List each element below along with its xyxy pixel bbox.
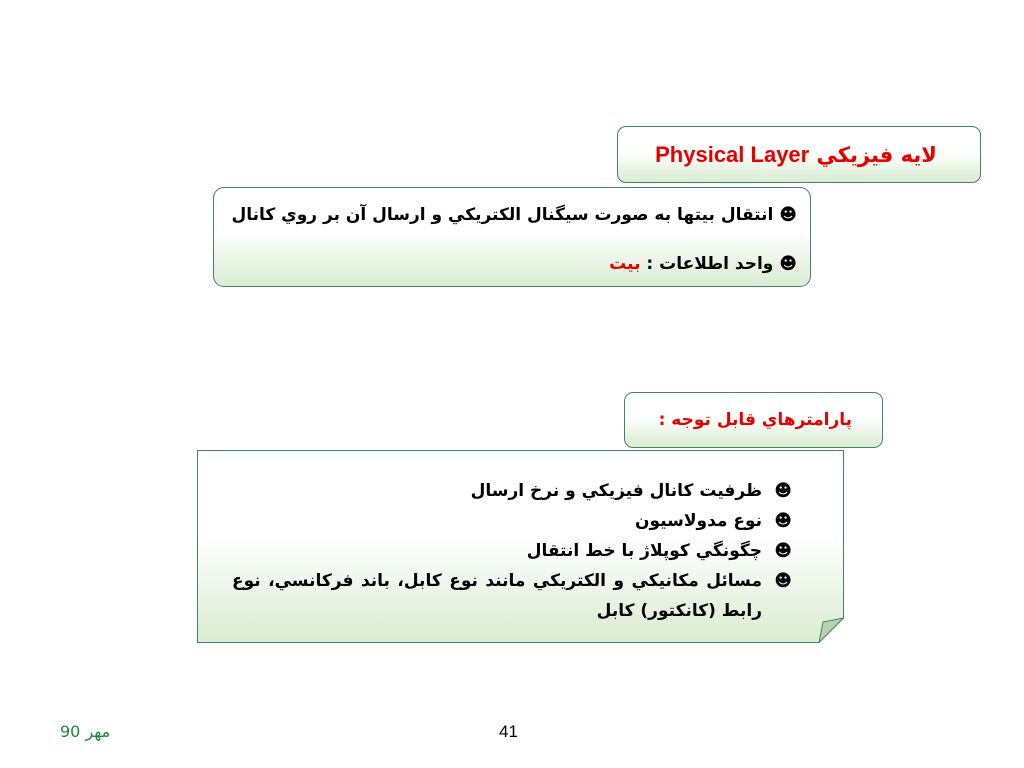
parameters-heading-box (624, 392, 883, 448)
description-text-1: انتقال بيتها به صورت سيگنال الكتريكي و ارسال آن بر روي كانال (231, 205, 774, 225)
slide-title (655, 142, 937, 168)
description-line-2 (609, 254, 797, 274)
smiley-face-icon: ☻ (774, 571, 792, 591)
footer-date: مهر 90 (60, 722, 111, 741)
list-item: ☻ چگونگي كوپلاژ با خط انتقال (232, 536, 792, 566)
parameters-note (197, 450, 844, 643)
title-english: Physical Layer (655, 141, 810, 167)
smiley-face-icon: ☻ (779, 254, 797, 274)
info-unit-value: بيت (609, 254, 641, 274)
smiley-face-icon: ☻ (779, 205, 797, 225)
smiley-face-icon: ☻ (774, 511, 792, 531)
parameters-heading: پارامترهاي قابل توجه : (658, 410, 852, 430)
title-box (617, 126, 981, 183)
parameters-list (232, 476, 792, 626)
page-number: 41 (499, 722, 518, 741)
smiley-face-icon: ☻ (774, 541, 792, 561)
description-box (213, 187, 811, 287)
description-line-1 (231, 205, 797, 225)
title-persian: لايه فيزيكي (816, 142, 937, 167)
list-item: ☻ مسائل مكانيكي و الكتريكي مانند نوع كابل، باند فركانسي، نوع رابط (كانكتور) كابل (232, 566, 792, 626)
info-unit-label: واحد اطلاعات : (646, 254, 774, 274)
list-item: ☻ نوع مدولاسيون (232, 506, 792, 536)
list-item: ☻ ظرفيت كانال فيزيكي و نرخ ارسال (232, 476, 792, 506)
smiley-face-icon: ☻ (774, 481, 792, 501)
